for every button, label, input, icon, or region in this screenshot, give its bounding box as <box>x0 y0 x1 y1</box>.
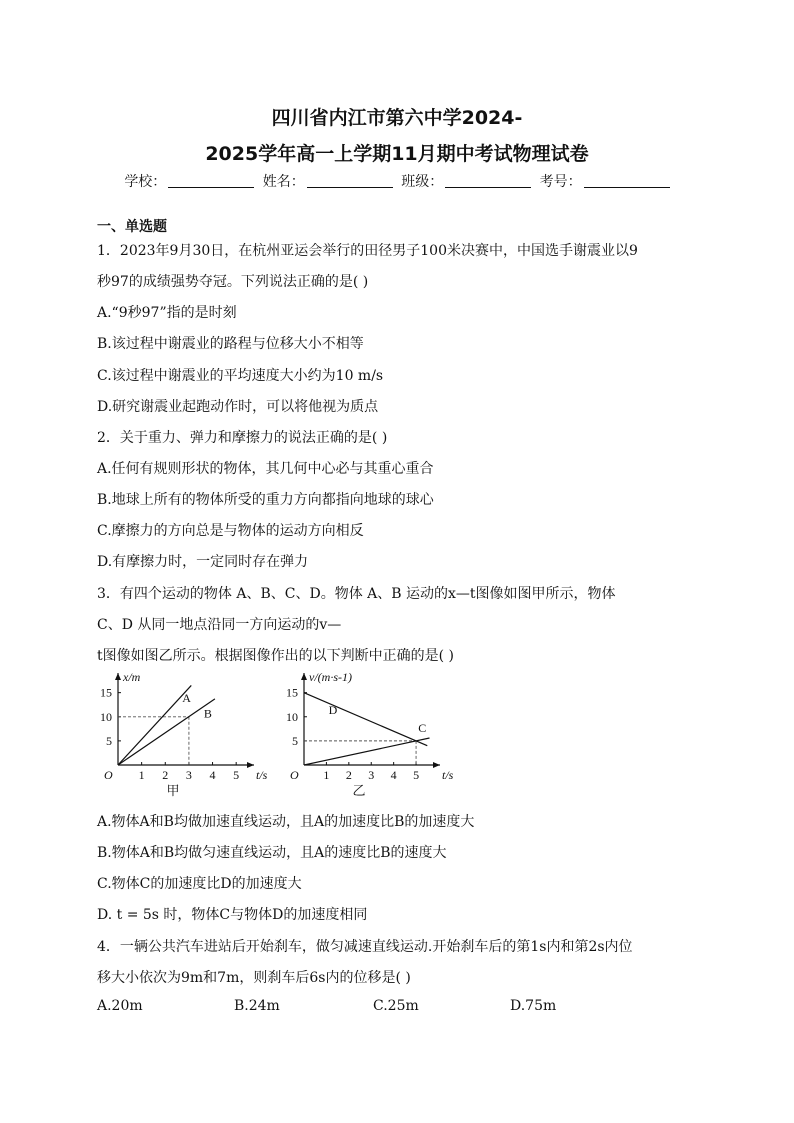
name-blank[interactable] <box>307 173 393 188</box>
x-tick-label: 2 <box>162 768 169 782</box>
q3-stem-line2: C、D 从同一地点沿同一方向运动的v— <box>97 617 342 633</box>
series-label-D: D <box>328 702 338 717</box>
x-axis-arrow <box>247 762 254 768</box>
y-tick-label: 5 <box>292 733 298 748</box>
series-label-C: C <box>418 721 427 736</box>
q4-option-d: D.75m <box>510 998 557 1014</box>
x-axis-arrow <box>433 762 440 768</box>
x-tick-label: 3 <box>185 768 192 782</box>
y-axis-label: x/m <box>123 670 141 684</box>
exam-title-line2: 2025学年高一上学期11月期中考试物理试卷 <box>205 143 589 165</box>
exam-number-blank[interactable] <box>584 173 670 188</box>
graph-caption: 乙 <box>352 783 366 798</box>
q1-option-c: C.该过程中谢震业的平均速度大小约为10 m/s <box>97 368 384 384</box>
q1-option-a: A.“9秒97”指的是时刻 <box>97 305 237 321</box>
q1-stem-line2: 秒97的成绩强势夺冠。下列说法正确的是( ) <box>97 274 369 290</box>
x-tick-label: 5 <box>233 768 240 782</box>
q4-option-b: B.24m <box>234 998 280 1014</box>
y-tick-label: 5 <box>106 733 112 748</box>
q4-stem-line1: 4．一辆公共汽车进站后开始刹车，做匀减速直线运动.开始刹车后的第1s内和第2s内位 <box>97 939 633 955</box>
y-axis-arrow <box>301 673 307 680</box>
q4-stem-line2: 移大小依次为9m和7m，则刹车后6s内的位移是( ) <box>97 970 411 986</box>
series-line-D <box>304 693 427 746</box>
q3-option-d: D. t = 5s 时，物体C与物体D的加速度相同 <box>97 907 368 923</box>
series-label-B: B <box>203 706 212 721</box>
x-tick-label: 4 <box>390 768 397 782</box>
class-blank[interactable] <box>445 173 531 188</box>
x-tick-label: 1 <box>323 768 330 782</box>
q1-option-d: D.研究谢震业起跑动作时，可以将他视为质点 <box>97 399 379 415</box>
student-info-row <box>0 171 794 191</box>
exam-title-line1: 四川省内江市第六中学2024- <box>271 107 523 129</box>
q2-option-d: D.有摩擦力时，一定同时存在弹力 <box>97 554 309 570</box>
exam-number-label: 考号： <box>539 174 582 190</box>
x-tick-label: 4 <box>209 768 216 782</box>
x-tick-label: 2 <box>345 768 352 782</box>
q4-options <box>97 998 657 1018</box>
q3-option-c: C.物体C的加速度比D的加速度大 <box>97 876 302 892</box>
q2-option-a: A.任何有规则形状的物体，其几何中心必与其重心重合 <box>97 461 434 477</box>
q2-option-b: B.地球上所有的物体所受的重力方向都指向地球的球心 <box>97 492 434 508</box>
q3-stem-line1: 3．有四个运动的物体 A、B、C、D。物体 A、B 运动的x—t图像如图甲所示，物体 <box>97 586 616 602</box>
x-axis-label: t/s <box>256 768 268 782</box>
q2-stem: 2．关于重力、弹力和摩擦力的说法正确的是( ) <box>97 430 388 446</box>
y-tick-label: 15 <box>100 685 112 700</box>
series-line-B <box>118 699 215 765</box>
name-label: 姓名： <box>262 174 305 190</box>
q4-option-c: C.25m <box>373 998 419 1014</box>
school-label: 学校： <box>124 174 167 190</box>
y-tick-label: 10 <box>100 709 112 724</box>
series-line-A <box>118 685 191 765</box>
q2-option-c: C.摩擦力的方向总是与物体的运动方向相反 <box>97 523 364 539</box>
x-tick-label: 5 <box>413 768 420 782</box>
origin-label: O <box>290 768 299 782</box>
y-tick-label: 15 <box>286 685 298 700</box>
graph-caption: 甲 <box>166 783 180 798</box>
y-tick-label: 10 <box>286 709 298 724</box>
origin-label: O <box>104 768 113 782</box>
y-axis-label: v/(m·s-1) <box>309 670 352 684</box>
q1-option-b: B.该过程中谢震业的路程与位移大小不相等 <box>97 336 364 352</box>
y-axis-arrow <box>115 673 121 680</box>
q1-stem-line1: 1．2023年9月30日，在杭州亚运会举行的田径男子100米决赛中，中国选手谢震业以9 <box>97 243 638 259</box>
q3-option-a: A.物体A和B均做加速直线运动，且A的加速度比B的加速度大 <box>97 814 475 830</box>
graph-jia <box>92 670 268 802</box>
graph-yi <box>278 670 454 802</box>
x-axis-label: t/s <box>442 768 454 782</box>
school-blank[interactable] <box>168 173 254 188</box>
series-line-C <box>304 738 430 765</box>
q3-option-b: B.物体A和B均做匀速直线运动，且A的速度比B的速度大 <box>97 845 447 861</box>
q3-stem-line3: t图像如图乙所示。根据图像作出的以下判断中正确的是( ) <box>97 648 454 664</box>
x-tick-label: 1 <box>138 768 145 782</box>
x-tick-label: 3 <box>368 768 375 782</box>
section-title: 一、单选题 <box>97 219 167 235</box>
class-label: 班级： <box>401 174 444 190</box>
series-label-A: A <box>182 690 191 705</box>
q4-option-a: A.20m <box>97 998 143 1014</box>
